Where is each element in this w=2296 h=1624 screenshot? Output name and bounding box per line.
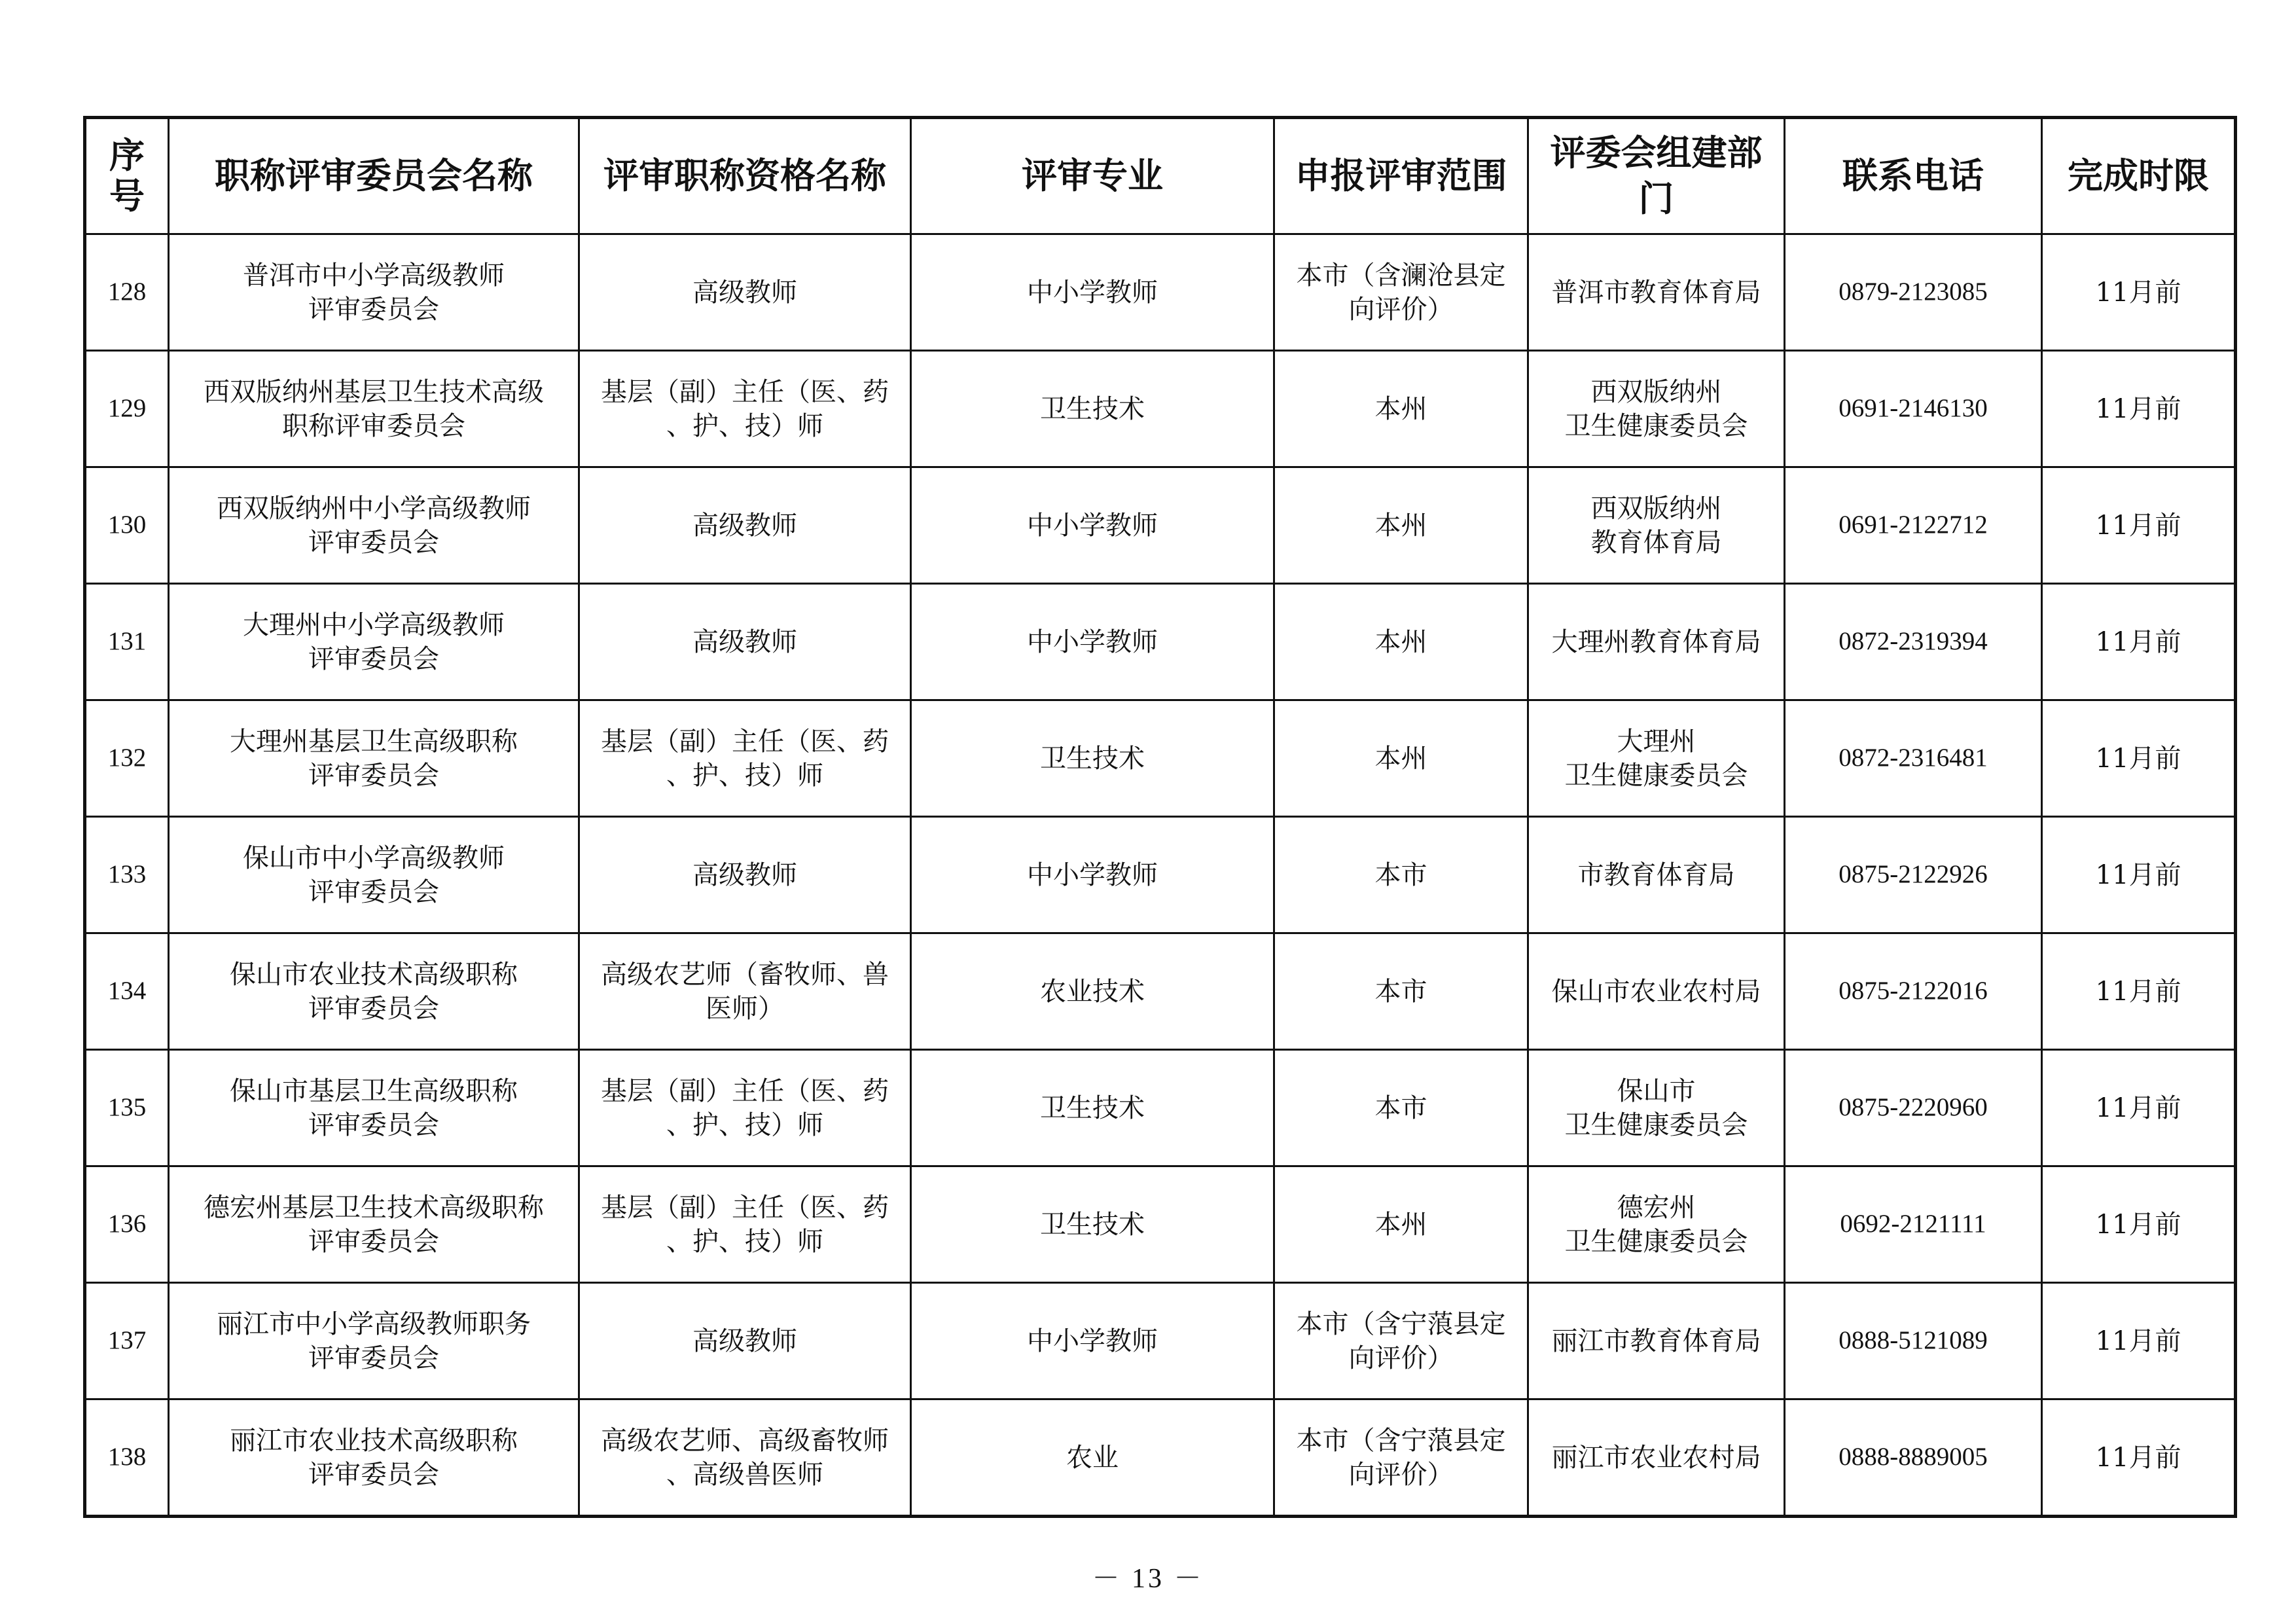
cell-major	[911, 1399, 1274, 1517]
cell-qualification-line: 高级教师	[692, 510, 797, 541]
cell-department	[1528, 1399, 1785, 1517]
cell-deadline	[2042, 1166, 2236, 1283]
cell-deadline	[2042, 467, 2236, 584]
cell-committee-line: 西双版纳州基层卫生技术高级	[204, 376, 544, 407]
cell-qualification-line: 基层（副）主任（医、药	[601, 1075, 889, 1106]
header-phone	[1785, 118, 2042, 234]
cell-index: 129	[85, 351, 169, 467]
cell-major	[911, 351, 1274, 467]
cell-committee	[169, 817, 579, 933]
cell-scope-line: 本州	[1374, 1209, 1427, 1240]
cell-department-line: 教育体育局	[1590, 527, 1722, 558]
cell-committee-line: 评审委员会	[308, 643, 439, 674]
cell-scope-line: 本市（含宁蒗县定	[1296, 1308, 1506, 1339]
cell-qualification	[579, 584, 911, 700]
cell-qualification-line: 高级教师	[692, 626, 797, 657]
cell-deadline-line: 11月前	[2095, 1442, 2181, 1473]
cell-department-line: 西双版纳州	[1590, 376, 1722, 407]
cell-qualification-line: 、护、技）师	[666, 760, 823, 791]
cell-phone-line: 0888-8889005	[1839, 1443, 1988, 1471]
table-row	[85, 817, 2236, 933]
cell-committee-line: 评审委员会	[308, 876, 439, 907]
cell-committee-line: 保山市基层卫生高级职称	[230, 1075, 518, 1106]
cell-department-line: 市教育体育局	[1577, 859, 1735, 890]
cell-major	[911, 933, 1274, 1050]
cell-committee-line: 丽江市农业技术高级职称	[230, 1425, 518, 1456]
header-major-line: 评审专业	[1022, 154, 1163, 196]
cell-department-line: 卫生健康委员会	[1564, 1110, 1748, 1140]
cell-deadline	[2042, 817, 2236, 933]
cell-qualification	[579, 1050, 911, 1166]
header-index-line: 序	[109, 134, 145, 176]
cell-major	[911, 817, 1274, 933]
cell-deadline-line: 11月前	[2095, 1209, 2181, 1240]
cell-phone	[1785, 1283, 2042, 1399]
cell-scope	[1274, 1050, 1528, 1166]
cell-scope-line: 本州	[1374, 626, 1427, 657]
cell-scope-line: 本市	[1374, 859, 1427, 890]
cell-committee-line: 西双版纳州中小学高级教师	[217, 493, 531, 524]
cell-committee-line: 大理州基层卫生高级职称	[230, 726, 518, 757]
cell-department	[1528, 1166, 1785, 1283]
table-row	[85, 1283, 2236, 1399]
cell-deadline-line: 11月前	[2095, 1092, 2181, 1123]
cell-major	[911, 1050, 1274, 1166]
cell-committee-line: 保山市中小学高级教师	[243, 842, 505, 873]
cell-phone-line: 0691-2146130	[1839, 394, 1988, 423]
cell-committee-line: 保山市农业技术高级职称	[230, 959, 518, 990]
cell-committee-line: 评审委员会	[308, 760, 439, 791]
cell-department-line: 卫生健康委员会	[1564, 760, 1748, 791]
cell-scope	[1274, 700, 1528, 817]
cell-scope-line: 本市	[1374, 1092, 1427, 1123]
cell-index: 132	[85, 700, 169, 817]
cell-major-line: 卫生技术	[1040, 393, 1145, 424]
cell-committee-line: 评审委员会	[308, 1343, 439, 1373]
cell-major-line: 卫生技术	[1040, 743, 1145, 774]
cell-major	[911, 234, 1274, 351]
table-row	[85, 467, 2236, 584]
cell-major-line: 中小学教师	[1027, 1326, 1158, 1356]
cell-deadline	[2042, 700, 2236, 817]
cell-deadline-line: 11月前	[2095, 976, 2181, 1007]
cell-department-line: 丽江市教育体育局	[1551, 1326, 1761, 1356]
cell-phone-line: 0875-2220960	[1839, 1093, 1988, 1122]
cell-qualification-line: 基层（副）主任（医、药	[601, 376, 889, 407]
cell-index: 128	[85, 234, 169, 351]
header-qualification-line: 评审职称资格名称	[603, 154, 886, 196]
cell-qualification-line: 、护、技）师	[666, 1110, 823, 1140]
header-phone-line: 联系电话	[1842, 154, 1984, 196]
cell-phone	[1785, 1050, 2042, 1166]
cell-department-line: 保山市	[1617, 1075, 1696, 1106]
cell-committee	[169, 351, 579, 467]
cell-deadline	[2042, 933, 2236, 1050]
cell-index: 130	[85, 467, 169, 584]
cell-qualification	[579, 1283, 911, 1399]
cell-deadline	[2042, 584, 2236, 700]
table-row	[85, 1050, 2236, 1166]
cell-department	[1528, 351, 1785, 467]
cell-scope-line: 向评价）	[1348, 1343, 1454, 1373]
cell-major	[911, 584, 1274, 700]
cell-phone	[1785, 351, 2042, 467]
cell-qualification	[579, 1166, 911, 1283]
cell-phone	[1785, 584, 2042, 700]
cell-scope	[1274, 1166, 1528, 1283]
cell-qualification	[579, 351, 911, 467]
cell-scope	[1274, 584, 1528, 700]
cell-major-line: 中小学教师	[1027, 626, 1158, 657]
header-department	[1528, 118, 1785, 234]
cell-major	[911, 700, 1274, 817]
cell-scope	[1274, 1399, 1528, 1517]
page-number: － 13 －	[1092, 1564, 1204, 1594]
cell-department-line: 大理州教育体育局	[1551, 626, 1761, 657]
cell-qualification	[579, 234, 911, 351]
cell-qualification-line: 高级教师	[692, 277, 797, 308]
cell-deadline-line: 11月前	[2095, 393, 2181, 424]
table-row	[85, 584, 2236, 700]
header-scope-line: 申报评审范围	[1295, 154, 1507, 196]
cell-phone-line: 0872-2316481	[1839, 744, 1988, 772]
header-deadline-line: 完成时限	[2068, 154, 2209, 196]
cell-scope-line: 本州	[1374, 743, 1427, 774]
cell-deadline	[2042, 351, 2236, 467]
cell-committee-line: 评审委员会	[308, 294, 439, 325]
cell-qualification	[579, 467, 911, 584]
header-department-line: 门	[1638, 178, 1674, 219]
header-department-line: 评委会组建部	[1550, 132, 1763, 173]
cell-department	[1528, 817, 1785, 933]
cell-committee	[169, 933, 579, 1050]
table-row	[85, 234, 2236, 351]
table-row	[85, 933, 2236, 1050]
cell-phone	[1785, 1399, 2042, 1517]
cell-phone	[1785, 1166, 2042, 1283]
cell-deadline	[2042, 1283, 2236, 1399]
cell-deadline-line: 11月前	[2095, 859, 2181, 890]
cell-deadline	[2042, 234, 2236, 351]
cell-index: 134	[85, 933, 169, 1050]
cell-scope-line: 向评价）	[1348, 1459, 1454, 1490]
cell-qualification-line: 、护、技）师	[666, 1226, 823, 1257]
cell-department-line: 西双版纳州	[1590, 493, 1722, 524]
cell-major-line: 农业	[1066, 1442, 1119, 1473]
cell-scope	[1274, 817, 1528, 933]
cell-committee-line: 丽江市中小学高级教师职务	[217, 1308, 531, 1339]
cell-phone-line: 0879-2123085	[1839, 278, 1988, 306]
cell-phone-line: 0875-2122926	[1839, 860, 1988, 889]
cell-committee-line: 职称评审委员会	[282, 410, 465, 441]
cell-scope-line: 向评价）	[1348, 294, 1454, 325]
cell-qualification-line: 高级农艺师、高级畜牧师	[601, 1425, 889, 1456]
cell-qualification-line: 、护、技）师	[666, 410, 823, 441]
header-index	[85, 118, 169, 234]
cell-department-line: 大理州	[1617, 726, 1696, 757]
cell-committee-line: 评审委员会	[308, 527, 439, 558]
cell-department-line: 保山市农业农村局	[1551, 976, 1761, 1007]
cell-deadline-line: 11月前	[2095, 1326, 2181, 1356]
cell-phone-line: 0888-5121089	[1839, 1326, 1988, 1355]
cell-qualification	[579, 1399, 911, 1517]
cell-phone	[1785, 467, 2042, 584]
cell-qualification-line: 高级农艺师（畜牧师、兽	[601, 959, 889, 990]
cell-scope	[1274, 467, 1528, 584]
header-index-line: 号	[109, 175, 145, 217]
header-deadline	[2042, 118, 2236, 234]
cell-department	[1528, 700, 1785, 817]
cell-major-line: 卫生技术	[1040, 1092, 1145, 1123]
cell-phone-line: 0692-2121111	[1840, 1210, 1986, 1238]
cell-department	[1528, 234, 1785, 351]
cell-phone-line: 0875-2122016	[1839, 977, 1988, 1005]
cell-phone	[1785, 700, 2042, 817]
cell-department	[1528, 1283, 1785, 1399]
cell-qualification-line: 医师）	[706, 993, 784, 1024]
cell-committee-line: 评审委员会	[308, 1110, 439, 1140]
cell-index: 138	[85, 1399, 169, 1517]
header-committee	[169, 118, 579, 234]
cell-scope-line: 本州	[1374, 510, 1427, 541]
cell-phone-line: 0872-2319394	[1839, 627, 1988, 656]
cell-deadline-line: 11月前	[2095, 626, 2181, 657]
cell-committee	[169, 700, 579, 817]
cell-qualification	[579, 933, 911, 1050]
cell-major-line: 中小学教师	[1027, 277, 1158, 308]
cell-major	[911, 1283, 1274, 1399]
cell-committee	[169, 1166, 579, 1283]
table-row	[85, 1399, 2236, 1517]
cell-scope	[1274, 234, 1528, 351]
cell-phone-line: 0691-2122712	[1839, 511, 1988, 539]
cell-scope-line: 本州	[1374, 393, 1427, 424]
cell-qualification-line: 高级教师	[692, 859, 797, 890]
table-header	[85, 118, 2236, 234]
cell-phone	[1785, 817, 2042, 933]
header-major	[911, 118, 1274, 234]
cell-major-line: 中小学教师	[1027, 510, 1158, 541]
cell-major	[911, 1166, 1274, 1283]
cell-qualification-line: 基层（副）主任（医、药	[601, 726, 889, 757]
cell-qualification-line: 基层（副）主任（医、药	[601, 1192, 889, 1223]
cell-department-line: 普洱市教育体育局	[1551, 277, 1761, 308]
header-scope	[1274, 118, 1528, 234]
cell-committee-line: 评审委员会	[308, 1226, 439, 1257]
cell-qualification	[579, 700, 911, 817]
cell-major-line: 卫生技术	[1040, 1209, 1145, 1240]
table-row	[85, 700, 2236, 817]
cell-department-line: 卫生健康委员会	[1564, 1226, 1748, 1257]
cell-qualification	[579, 817, 911, 933]
cell-committee-line: 评审委员会	[308, 1459, 439, 1490]
cell-department-line: 丽江市农业农村局	[1551, 1442, 1761, 1473]
cell-major	[911, 467, 1274, 584]
cell-phone	[1785, 234, 2042, 351]
cell-index: 131	[85, 584, 169, 700]
cell-department	[1528, 584, 1785, 700]
cell-deadline-line: 11月前	[2095, 277, 2181, 308]
cell-scope	[1274, 1283, 1528, 1399]
cell-department	[1528, 467, 1785, 584]
cell-department	[1528, 933, 1785, 1050]
cell-phone	[1785, 933, 2042, 1050]
cell-committee-line: 大理州中小学高级教师	[243, 609, 505, 640]
committee-table	[83, 116, 2237, 1518]
cell-qualification-line: 、高级兽医师	[666, 1459, 823, 1490]
cell-committee	[169, 1050, 579, 1166]
cell-committee	[169, 584, 579, 700]
table-row	[85, 351, 2236, 467]
cell-index: 135	[85, 1050, 169, 1166]
cell-deadline-line: 11月前	[2095, 510, 2181, 541]
cell-deadline	[2042, 1399, 2236, 1517]
cell-qualification-line: 高级教师	[692, 1326, 797, 1356]
cell-major-line: 农业技术	[1040, 976, 1145, 1007]
cell-scope-line: 本市（含澜沧县定	[1296, 260, 1506, 291]
cell-index: 136	[85, 1166, 169, 1283]
cell-committee	[169, 234, 579, 351]
cell-scope-line: 本市（含宁蒗县定	[1296, 1425, 1506, 1456]
cell-index: 133	[85, 817, 169, 933]
cell-committee	[169, 467, 579, 584]
cell-committee	[169, 1399, 579, 1517]
cell-committee-line: 普洱市中小学高级教师	[243, 260, 505, 291]
table-row	[85, 1166, 2236, 1283]
header-row	[85, 118, 2236, 234]
cell-committee-line: 德宏州基层卫生技术高级职称	[204, 1192, 544, 1223]
cell-major-line: 中小学教师	[1027, 859, 1158, 890]
table-body	[85, 234, 2236, 1517]
header-qualification	[579, 118, 911, 234]
cell-scope	[1274, 933, 1528, 1050]
cell-scope	[1274, 351, 1528, 467]
cell-department-line: 德宏州	[1617, 1192, 1696, 1223]
cell-committee	[169, 1283, 579, 1399]
cell-department	[1528, 1050, 1785, 1166]
cell-deadline-line: 11月前	[2095, 743, 2181, 774]
cell-scope-line: 本市	[1374, 976, 1427, 1007]
header-committee-line: 职称评审委员会名称	[215, 154, 533, 196]
cell-committee-line: 评审委员会	[308, 993, 439, 1024]
cell-department-line: 卫生健康委员会	[1564, 410, 1748, 441]
cell-index: 137	[85, 1283, 169, 1399]
cell-deadline	[2042, 1050, 2236, 1166]
